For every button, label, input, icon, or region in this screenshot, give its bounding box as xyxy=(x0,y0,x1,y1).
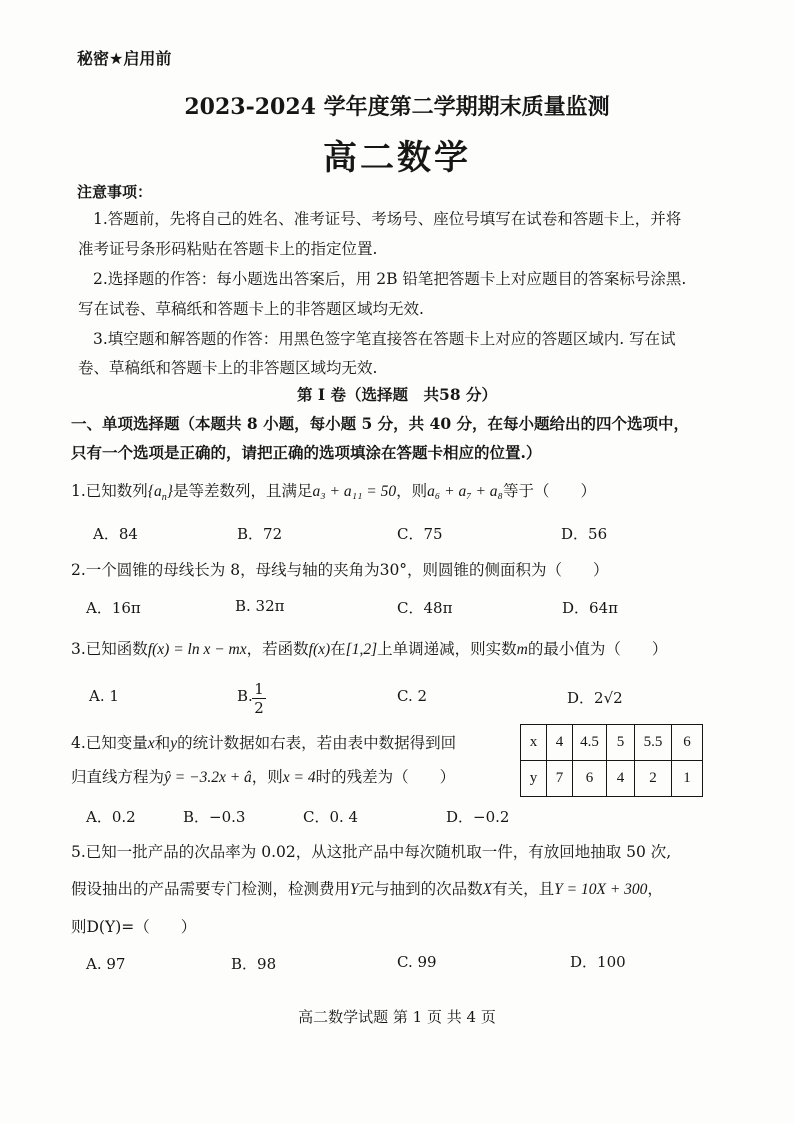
table-cell: 1 xyxy=(672,761,703,797)
fraction-one-half: $\frac{1}{2}$ xyxy=(252,680,266,717)
table-cell: 4.5 xyxy=(573,725,607,761)
page-footer: 高二数学试题 第 1 页 共 4 页 xyxy=(298,1008,496,1026)
option-d[interactable]: D．−0.2 xyxy=(446,808,510,826)
question-5-stem-line3: 则D(Y)=（ ） xyxy=(71,918,197,936)
notice-line: 1.答题前，先将自己的姓名、准考证号、考场号、座位号填写在试卷和答题卡上，并将 xyxy=(93,210,682,228)
question-5-stem-line1: 5.已知一批产品的次品率为 0.02，从这批产品中每次随机取一件，有放回地抽取 50 次, xyxy=(71,843,672,861)
option-b[interactable]: B．−0.3 xyxy=(183,808,246,826)
table-cell: 2 xyxy=(635,761,672,797)
option-a[interactable]: A．0.2 xyxy=(86,808,136,826)
table-row-x xyxy=(521,725,703,761)
question-2-stem: 2.一个圆锥的母线长为 8，母线与轴的夹角为30°，则圆锥的侧面积为（ ） xyxy=(71,561,609,579)
secret-label: 秘密★启用前 xyxy=(77,49,172,68)
option-b[interactable]: B．72 xyxy=(237,525,283,543)
option-b[interactable]: B．98 xyxy=(231,955,277,973)
option-c[interactable]: C．75 xyxy=(397,525,443,543)
question-4-stem-line2: 归直线方程为ŷ = −3.2x + â，则x = 4时的残差为（ ） xyxy=(71,768,456,786)
option-c[interactable]: C. 2 xyxy=(397,687,428,705)
part-instructions-line2: 只有一个选项是正确的，请把正确的选项填涂在答题卡相应的位置.） xyxy=(71,443,542,462)
table-cell: x xyxy=(521,725,547,761)
notice-line: 2.选择题的作答：每小题选出答案后，用 2B 铅笔把答题卡上对应题目的答案标号涂黑. xyxy=(93,270,687,288)
table-cell: 6 xyxy=(573,761,607,797)
statistics-table xyxy=(520,724,703,797)
notice-line: 3.填空题和解答题的作答：用黑色签字笔直接答在答题卡上对应的答题区域内. 写在试 xyxy=(93,330,676,348)
option-c[interactable]: C．0. 4 xyxy=(303,808,359,826)
notice-heading: 注意事项： xyxy=(77,183,153,201)
section-title: 第 I 卷（选择题 共58 分） xyxy=(296,385,497,404)
option-a[interactable]: A. 1 xyxy=(89,687,119,705)
table-cell: y xyxy=(521,761,547,797)
option-d[interactable]: D．100 xyxy=(570,953,626,971)
option-a[interactable]: A．16π xyxy=(86,599,141,617)
part-instructions-line1: 一、单项选择题（本题共 8 小题，每小题 5 分，共 40 分，在每小题给出的四个选项中， xyxy=(71,414,690,433)
option-c[interactable]: C. 99 xyxy=(397,953,437,971)
question-1-stem: 1.已知数列$\{a_n\}$是等差数列，且满足a₃ + a₁₁ = 50，则a₆ + a₇ + a₈等于（ ） xyxy=(71,482,596,504)
option-b[interactable]: B. 32π xyxy=(235,597,285,615)
question-3-stem: 3.已知函数f(x) = ln x − mx，若函数f(x)在[1,2]上单调递减，则实数m的最小值为（ ） xyxy=(71,640,668,658)
option-d[interactable]: D．56 xyxy=(561,525,608,543)
option-d[interactable]: D．2√2 xyxy=(567,689,623,707)
table-row-y xyxy=(521,761,703,797)
table-cell: 5.5 xyxy=(635,725,672,761)
sequence-symbol: $\{a_n\}$ xyxy=(147,483,173,504)
notice-line: 卷、草稿纸和答题卡上的非答题区域均无效. xyxy=(78,359,378,377)
question-5-stem-line2: 假设抽出的产品需要专门检测，检测费用Y元与抽到的次品数X有关，且Y = 10X + 300， xyxy=(71,880,663,898)
table-cell: 5 xyxy=(607,725,635,761)
table-cell: 4 xyxy=(547,725,573,761)
table-cell: 6 xyxy=(672,725,703,761)
question-4-stem-line1: 4.已知变量x和y的统计数据如右表，若由表中数据得到回 xyxy=(71,734,457,752)
option-b[interactable]: B. xyxy=(237,687,253,705)
subject-title: 高二数学 xyxy=(323,138,471,178)
table-cell: 7 xyxy=(547,761,573,797)
exam-title: 2023-2024 学年度第二学期期末质量监测 xyxy=(184,94,610,120)
option-c[interactable]: C．48π xyxy=(397,599,453,617)
notice-line: 写在试卷、草稿纸和答题卡上的非答题区域均无效. xyxy=(78,300,424,318)
option-a[interactable]: A. 97 xyxy=(86,955,126,973)
option-a[interactable]: A．84 xyxy=(93,525,138,543)
option-d[interactable]: D．64π xyxy=(562,599,618,617)
table-cell: 4 xyxy=(607,761,635,797)
notice-line: 准考证号条形码粘贴在答题卡上的指定位置. xyxy=(78,240,378,258)
